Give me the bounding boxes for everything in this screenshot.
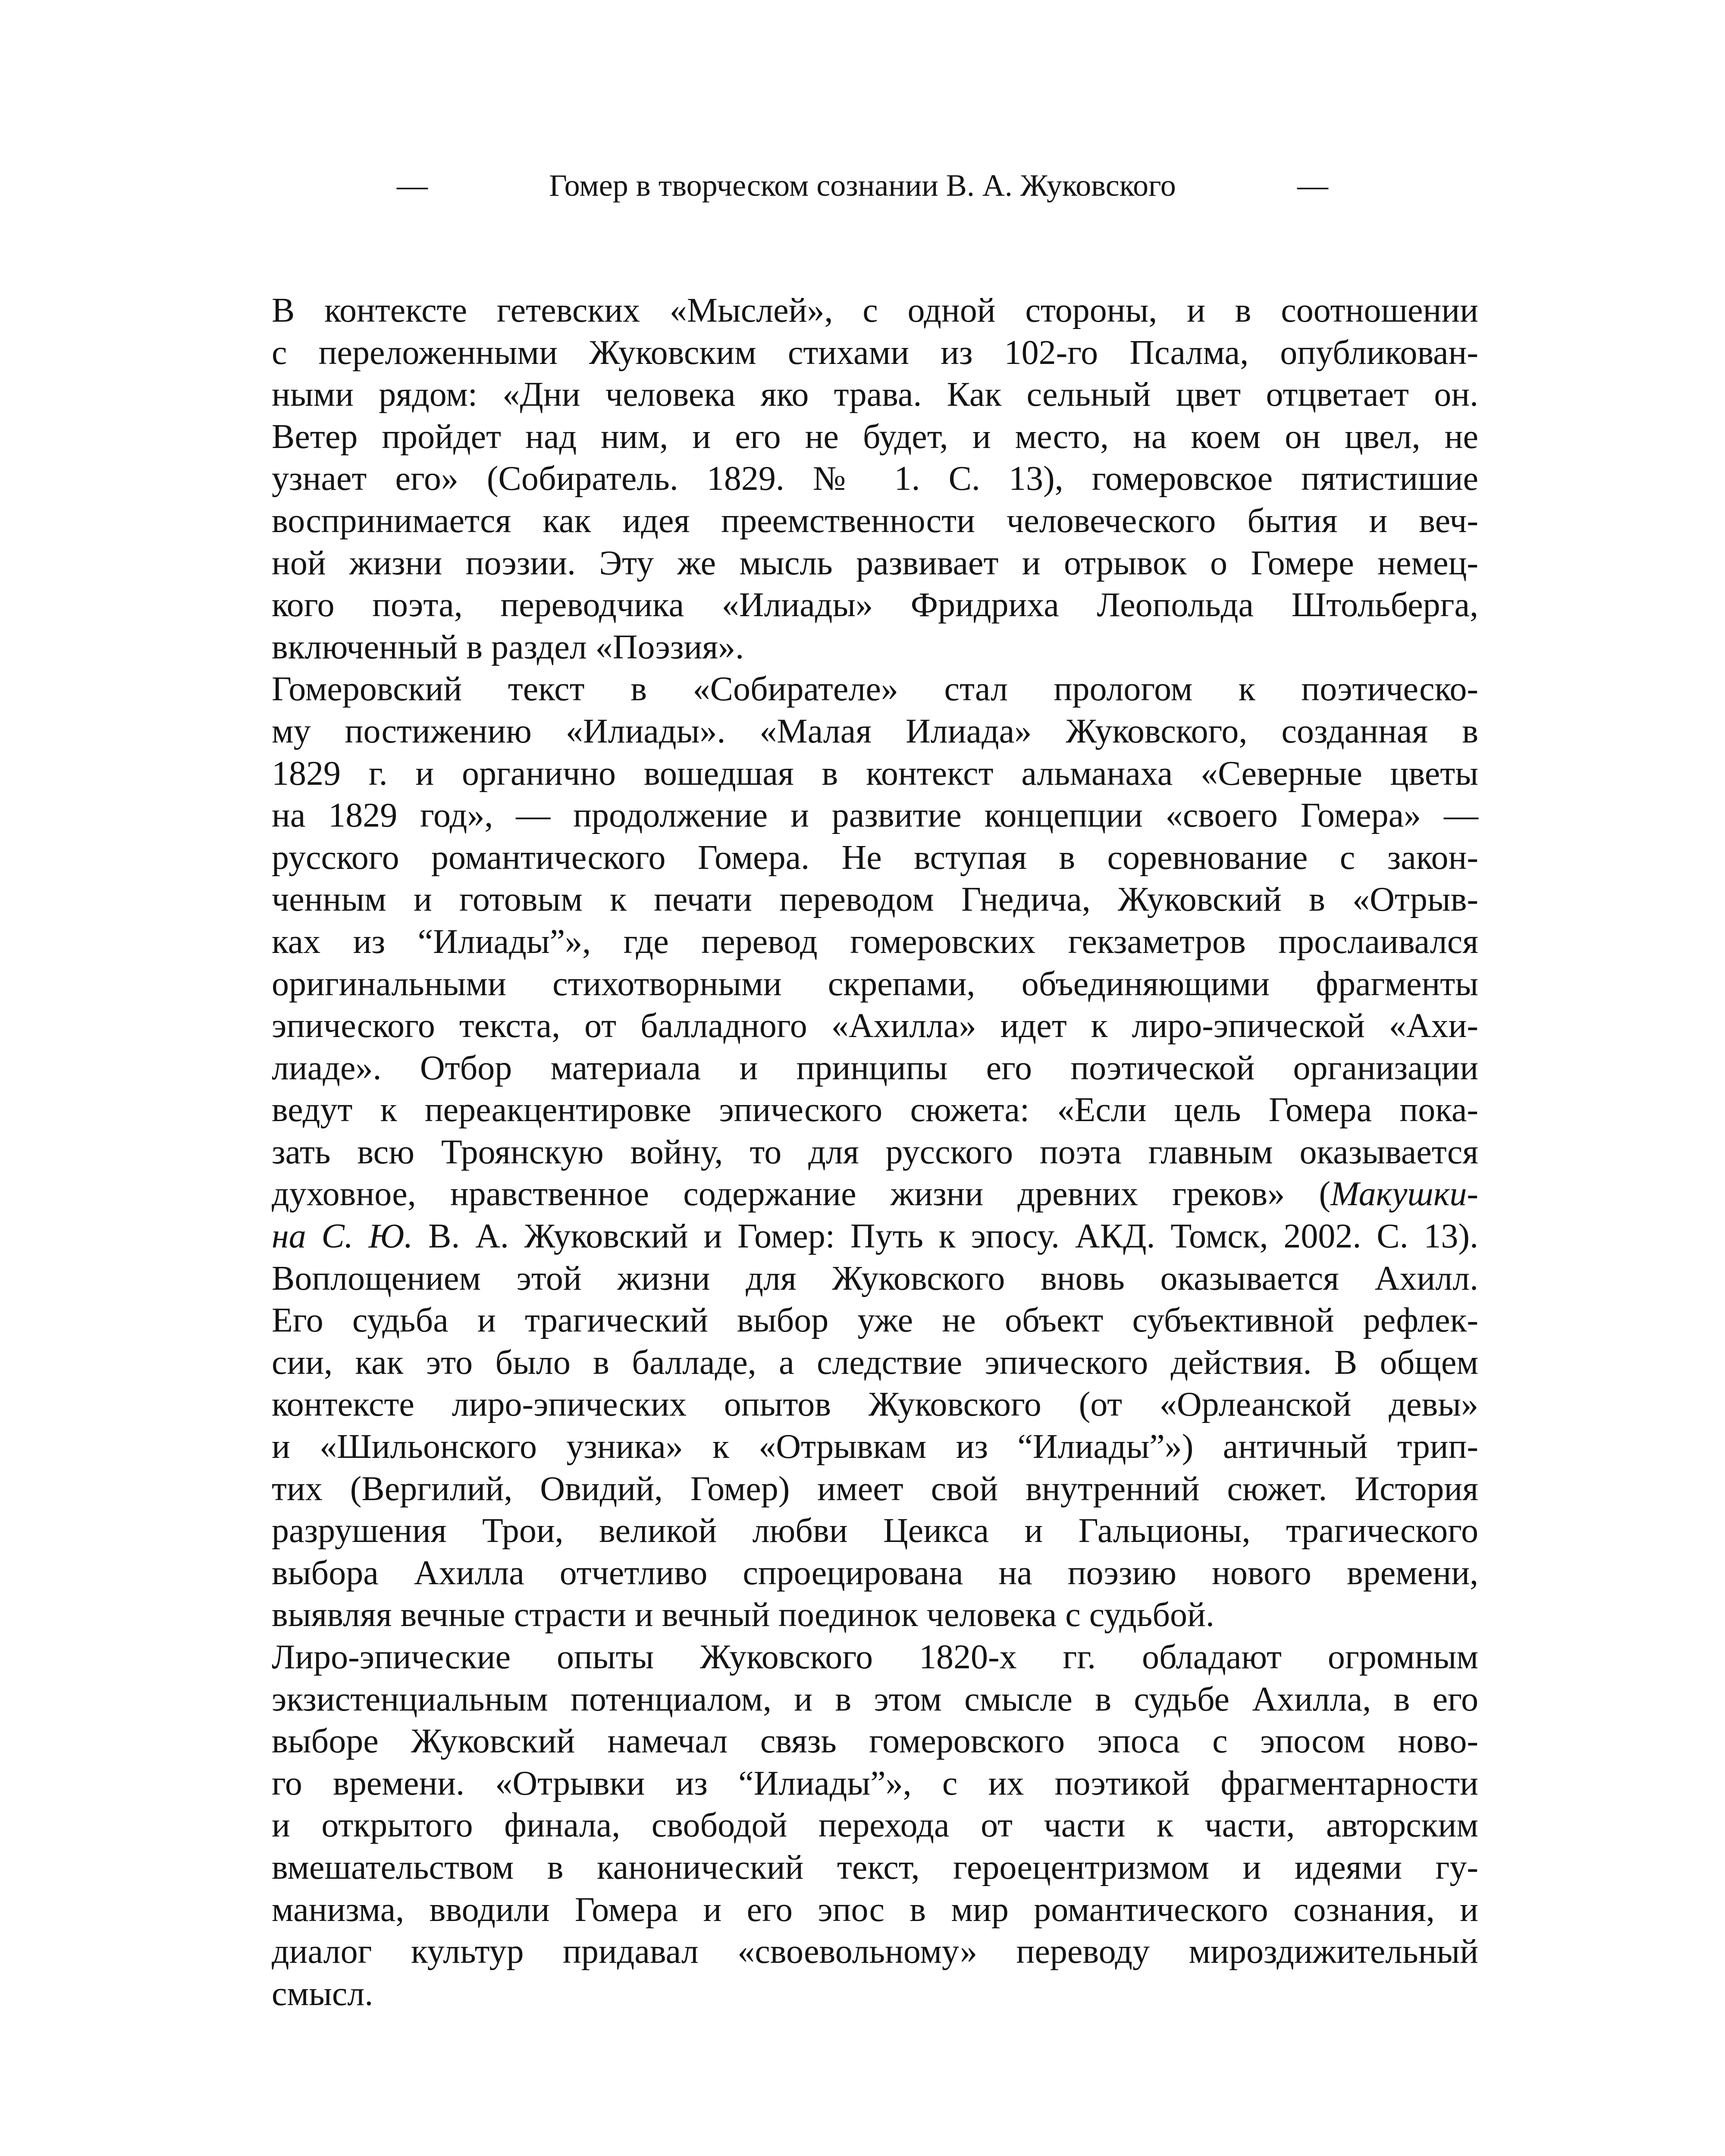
paragraph (272, 290, 1478, 668)
text-line: русского романтического Гомера. Не вступая в соревнование с закон- (272, 838, 1478, 877)
text-line: Воплощением этой жизни для Жуковского вновь оказывается Ахилл. (272, 1259, 1478, 1297)
text-line: кого поэта, переводчика «Илиады» Фридриха Леопольда Штольберга, (272, 586, 1478, 624)
text-line: духовное, нравственное содержание жизни древних греков» (Макушки- (272, 1175, 1478, 1213)
text-line: ках из “Илиады”», где перевод гомеровских гекзаметров прослаивался (272, 922, 1478, 961)
text-line: выявляя вечные страсти и вечный поединок человека с судьбой. (272, 1596, 1214, 1634)
text-line: Его судьба и трагический выбор уже не объект субъективной рефлек- (272, 1301, 1478, 1340)
citation-author: Макушки- (1330, 1175, 1478, 1213)
text-line: ведут к переакцентировке эпического сюжета: «Если цель Гомера пока- (272, 1091, 1478, 1129)
running-head-title: Гомер в творческом сознании В. А. Жуковского (549, 168, 1176, 203)
text-line: на 1829 год», — продолжение и развитие концепции «своего Гомера» — (272, 796, 1478, 835)
text-line: лиаде». Отбор материала и принципы его поэтической организации (272, 1049, 1478, 1087)
text-line: включенный в раздел «Поэзия». (272, 628, 744, 666)
text-line: выборе Жуковский намечал связь гомеровского эпоса с эпосом ново- (272, 1722, 1478, 1761)
text-line: ной жизни поэзии. Эту же мысль развивает и отрывок о Гомере немец- (272, 544, 1478, 582)
text-line: и открытого финала, свободой перехода от части к части, авторским (272, 1806, 1478, 1845)
text-line: Гомеровский текст в «Собирателе» стал прологом к поэтическо- (272, 670, 1478, 708)
text-line: 1829 г. и органично вошедшая в контекст альманаха «Северные цветы (272, 754, 1478, 793)
text-line: узнает его» (Собиратель. 1829. № 1. С. 13), гомеровское пятистишие (272, 460, 1478, 498)
text-line: му постижению «Илиады». «Малая Илиада» Жуковского, созданная в (272, 712, 1478, 750)
text-line: с переложенными Жуковским стихами из 102-го Псалма, опубликован- (272, 333, 1478, 372)
text-line: манизма, вводили Гомера и его эпос в мир романтического сознания, и (272, 1890, 1478, 1929)
text-line: тих (Вергилий, Овидий, Гомер) имеет свой внутренний сюжет. История (272, 1470, 1478, 1508)
text-line: воспринимается как идея преемственности человеческого бытия и веч- (272, 501, 1478, 540)
text-line: ными рядом: «Дни человека яко трава. Как сельный цвет отцветает он. (272, 376, 1478, 414)
text-line: диалог культур придавал «своевольному» переводу мироздижительный (272, 1933, 1478, 1971)
text-line: выбора Ахилла отчетливо спроецирована на поэзию нового времени, (272, 1554, 1478, 1592)
text-line: Ветер пройдет над ним, и его не будет, и место, на коем он цвел, не (272, 417, 1478, 456)
text-line: разрушения Трои, великой любви Цеикса и Гальционы, трагического (272, 1512, 1478, 1550)
text-line: на С. Ю. В. А. Жуковский и Гомер: Путь к эпосу. АКД. Томск, 2002. С. 13). (272, 1217, 1478, 1256)
body-text (272, 290, 1478, 2015)
text-line: го времени. «Отрывки из “Илиады”», с их поэтикой фрагментарности (272, 1764, 1478, 1802)
running-head (397, 164, 1328, 207)
citation-author: на С. Ю. (272, 1217, 413, 1256)
text-line: смысл. (272, 1974, 373, 2013)
text-line: зать всю Троянскую войну, то для русского поэта главным оказывается (272, 1133, 1478, 1171)
text-line: ченным и готовым к печати переводом Гнедича, Жуковский в «Отрыв- (272, 881, 1478, 919)
text-line: вмешательством в канонический текст, героецентризмом и идеями гу- (272, 1848, 1478, 1887)
text-line: экзистенциальным потенциалом, и в этом смысле в судьбе Ахилла, в его (272, 1680, 1478, 1718)
text-line: эпического текста, от балладного «Ахилла» идет к лиро-эпической «Ахи- (272, 1007, 1478, 1045)
text-line: Лиро-эпические опыты Жуковского 1820-х гг. обладают огромным (272, 1638, 1478, 1676)
paragraph (272, 668, 1478, 1636)
text-line: В контексте гетевских «Мыслей», с одной стороны, и в соотношении (272, 291, 1478, 329)
running-head-dash-right: — (1297, 168, 1328, 203)
paragraph (272, 1636, 1478, 2015)
text-line: контексте лиро-эпических опытов Жуковского (от «Орлеанской девы» (272, 1385, 1478, 1424)
running-head-dash-left: — (397, 168, 428, 203)
text-line: и «Шильонского узника» к «Отрывкам из “Илиады”») античный трип- (272, 1428, 1478, 1466)
text-line: сии, как это было в балладе, а следствие эпического действия. В общем (272, 1343, 1478, 1382)
text-line: оригинальными стихотворными скрепами, объединяющими фрагменты (272, 965, 1478, 1003)
